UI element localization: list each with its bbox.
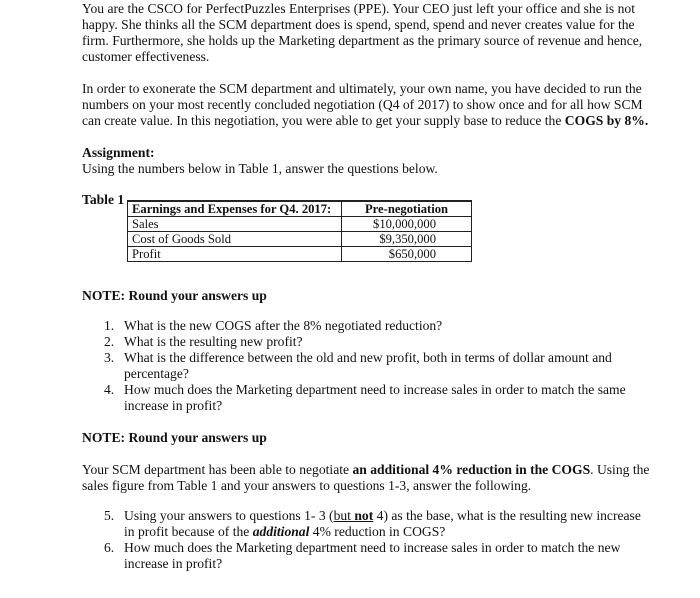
- list-item: 4. How much does the Marketing department need to increase sales in order to match the same increase in profit?: [104, 382, 626, 413]
- table-label: Table 1: [82, 192, 125, 207]
- additional-reduction-paragraph: Your SCM department has been able to negotiate an additional 4% reduction in the COGS. Using the sales figure from Table 1 and your answers to questions 1-3, answer the following.: [82, 462, 650, 493]
- list-item: 3. What is the difference between the old and new profit, both in terms of dollar amount and percentage?: [104, 350, 612, 381]
- table-row: [128, 247, 472, 262]
- intro-paragraph: You are the CSCO for PerfectPuzzles Enterprises (PPE). Your CEO just left your office and she is not happy. She thinks all the SCM department does is spend, spend, spend and never creates value for the firm. Furthermore, she holds up the Marketing department as the primary source of revenue and hence, customer effectiveness.: [82, 1, 643, 64]
- note-round-up: NOTE: Round your answers up: [82, 288, 267, 303]
- table-cell-value: $10,000,000: [342, 217, 472, 232]
- negotiation-paragraph: [82, 81, 654, 129]
- table-cell-label: Profit: [128, 247, 342, 262]
- cogs-reduction-text: COGS by 8%.: [564, 113, 649, 128]
- list-item: 6. How much does the Marketing department need to increase sales in order to match the new increase in profit?: [104, 540, 621, 571]
- table-header-pre-negotiation: Pre-negotiation: [342, 201, 472, 217]
- assignment-section: [82, 145, 654, 177]
- list-item: 2. What is the resulting new profit?: [104, 334, 303, 349]
- table-cell-value: $9,350,000: [342, 232, 472, 247]
- document: [82, 1, 654, 572]
- table-row: [128, 232, 472, 247]
- assignment-heading: Assignment:: [82, 145, 155, 160]
- negotiation-text: In order to exonerate the SCM department and ultimately, your own name, you have decided to run the numbers on your most recently concluded negotiation (Q4 of 2017) to show once and for all how SCM can create value. In this negotiation, you were able to get your supply base to reduce the: [82, 81, 643, 128]
- questions-list-2: [82, 508, 654, 572]
- table-cell-label: Cost of Goods Sold: [128, 232, 342, 247]
- list-item: 1. What is the new COGS after the 8% negotiated reduction?: [104, 318, 443, 333]
- assignment-text: Using the numbers below in Table 1, answer the questions below.: [82, 161, 438, 176]
- additional-reduction-text: an additional 4% reduction in the COGS: [352, 462, 591, 477]
- list-item: 5. Using your answers to questions 1- 3 (but not 4) as the base, what is the resulting new increase in profit because of the additional 4% reduction in COGS?: [104, 508, 641, 539]
- table-header-earnings: Earnings and Expenses for Q4. 2017:: [128, 201, 342, 217]
- note-round-up-2: NOTE: Round your answers up: [82, 430, 267, 445]
- table-header-row: [128, 201, 472, 217]
- table-cell-label: Sales: [128, 217, 342, 232]
- table-cell-value: $650,000: [342, 247, 472, 262]
- table-block: [82, 192, 654, 262]
- questions-list-1: [82, 318, 654, 414]
- earnings-table: [127, 200, 472, 262]
- table-row: [128, 217, 472, 232]
